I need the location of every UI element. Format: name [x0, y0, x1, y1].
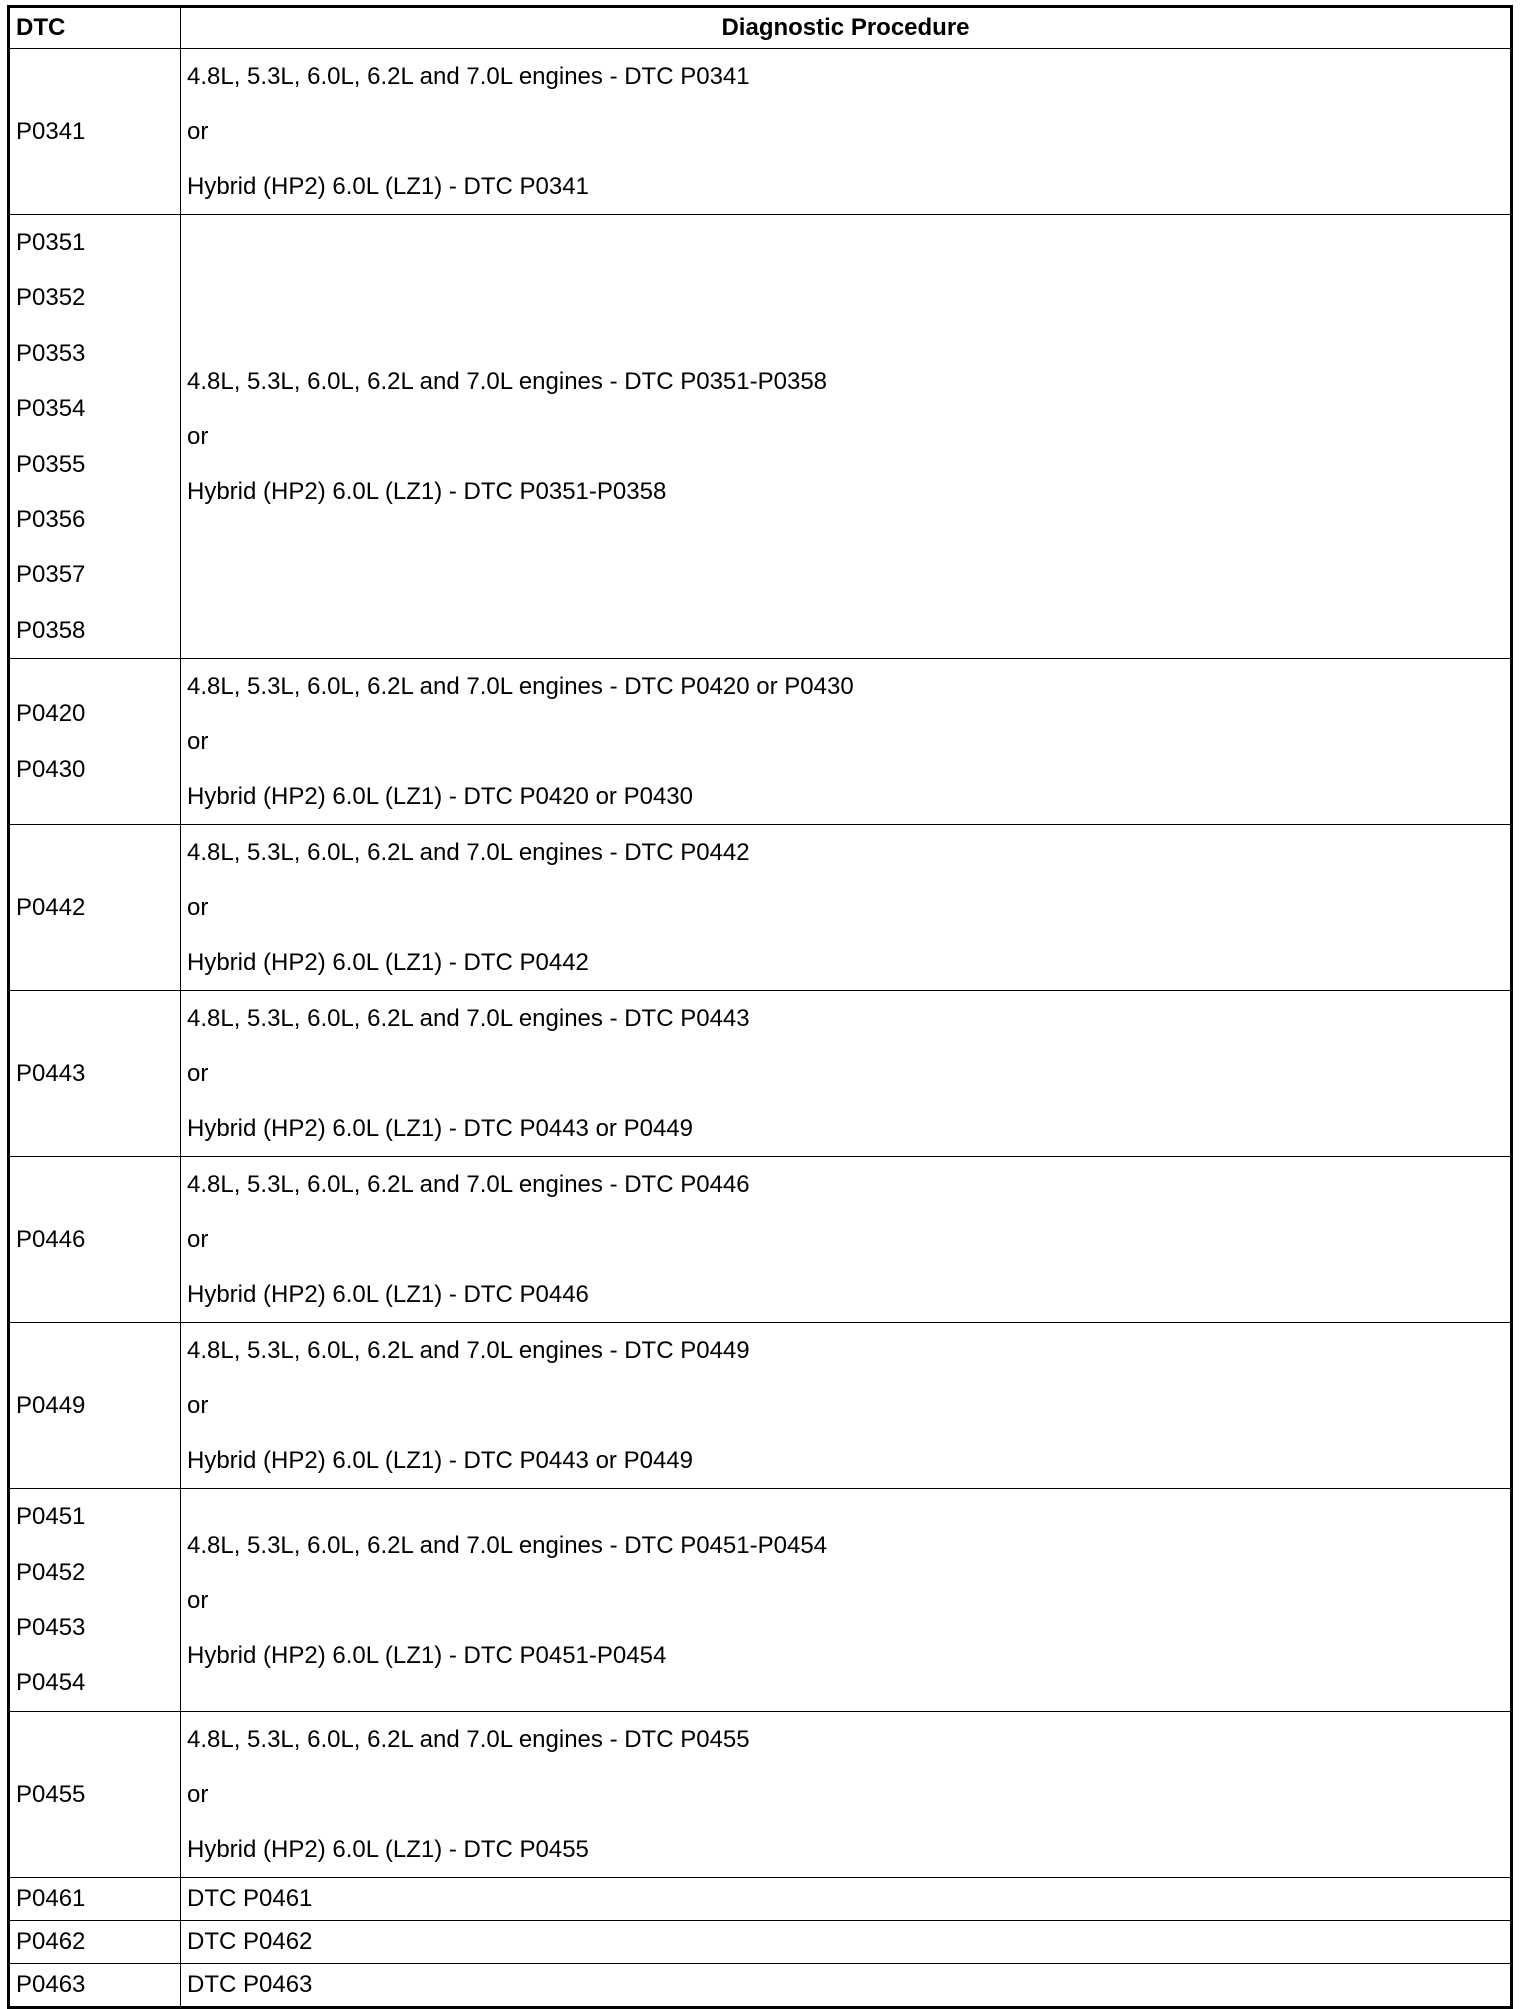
procedure-or: or — [187, 1226, 209, 1254]
table-row — [9, 991, 1512, 1157]
procedure-link[interactable]: 4.8L, 5.3L, 6.0L, 6.2L and 7.0L engines - DTC P0446 — [187, 1171, 750, 1199]
procedure-link[interactable]: 4.8L, 5.3L, 6.0L, 6.2L and 7.0L engines - DTC P0442 — [187, 839, 750, 867]
procedure-cell — [181, 991, 1512, 1157]
procedure-link[interactable]: Hybrid (HP2) 6.0L (LZ1) - DTC P0420 or P0430 — [187, 783, 693, 811]
procedure-or: or — [187, 1780, 209, 1808]
procedure-link[interactable]: 4.8L, 5.3L, 6.0L, 6.2L and 7.0L engines - DTC P0443 — [187, 1005, 750, 1033]
dtc-code: P0454 — [16, 1669, 86, 1697]
procedure-cell — [181, 825, 1512, 991]
dtc-code: P0453 — [16, 1614, 86, 1642]
procedure-link[interactable]: Hybrid (HP2) 6.0L (LZ1) - DTC P0446 — [187, 1281, 589, 1309]
procedure-cell — [181, 215, 1512, 659]
procedure-link[interactable]: DTC P0461 — [187, 1884, 313, 1912]
dtc-code: P0452 — [16, 1558, 86, 1586]
table-row — [9, 1920, 1512, 1963]
dtc-code: P0356 — [16, 506, 86, 534]
dtc-code: P0355 — [16, 450, 86, 478]
procedure-or: or — [187, 1392, 209, 1420]
dtc-code: P0455 — [16, 1780, 86, 1808]
procedure-link[interactable]: 4.8L, 5.3L, 6.0L, 6.2L and 7.0L engines - DTC P0449 — [187, 1337, 750, 1365]
procedure-cell — [181, 1323, 1512, 1489]
procedure-cell — [181, 1157, 1512, 1323]
procedure-link[interactable]: DTC P0463 — [187, 1970, 313, 1998]
procedure-link[interactable]: 4.8L, 5.3L, 6.0L, 6.2L and 7.0L engines - DTC P0451-P0454 — [187, 1531, 828, 1559]
table-row — [9, 825, 1512, 991]
header-dtc: DTC — [9, 7, 181, 49]
table-row — [9, 1323, 1512, 1489]
dtc-cell — [9, 1920, 181, 1963]
dtc-code: P0352 — [16, 284, 86, 312]
procedure-or: or — [187, 728, 209, 756]
dtc-code: P0354 — [16, 395, 86, 423]
dtc-code: P0446 — [16, 1226, 86, 1254]
dtc-cell — [9, 215, 181, 659]
table-row — [9, 1963, 1512, 2007]
procedure-cell — [181, 1489, 1512, 1712]
dtc-cell — [9, 659, 181, 825]
dtc-cell — [9, 1323, 181, 1489]
table-row — [9, 1157, 1512, 1323]
dtc-cell — [9, 1157, 181, 1323]
table-row — [9, 1489, 1512, 1712]
dtc-code: P0341 — [16, 117, 86, 145]
procedure-or: or — [187, 423, 209, 451]
dtc-cell — [9, 49, 181, 215]
procedure-link[interactable]: 4.8L, 5.3L, 6.0L, 6.2L and 7.0L engines - DTC P0341 — [187, 63, 750, 90]
procedure-or: or — [187, 118, 209, 145]
table-row — [9, 215, 1512, 659]
procedure-cell — [181, 49, 1512, 215]
dtc-cell — [9, 991, 181, 1157]
table-row — [9, 49, 1512, 215]
procedure-or: or — [187, 1586, 209, 1614]
procedure-link[interactable]: 4.8L, 5.3L, 6.0L, 6.2L and 7.0L engines - DTC P0455 — [187, 1725, 750, 1753]
procedure-link[interactable]: DTC P0462 — [187, 1927, 313, 1955]
dtc-code: P0357 — [16, 561, 86, 589]
procedure-cell — [181, 659, 1512, 825]
procedure-link[interactable]: 4.8L, 5.3L, 6.0L, 6.2L and 7.0L engines - DTC P0420 or P0430 — [187, 673, 854, 701]
procedure-link[interactable]: Hybrid (HP2) 6.0L (LZ1) - DTC P0341 — [187, 173, 589, 200]
procedure-link[interactable]: Hybrid (HP2) 6.0L (LZ1) - DTC P0443 or P0449 — [187, 1115, 693, 1143]
table-header-row — [9, 7, 1512, 49]
procedure-link[interactable]: Hybrid (HP2) 6.0L (LZ1) - DTC P0351-P0358 — [187, 478, 667, 506]
procedure-or: or — [187, 1060, 209, 1088]
table-row — [9, 659, 1512, 825]
procedure-cell — [181, 1711, 1512, 1877]
header-diagnostic-procedure: Diagnostic Procedure — [181, 7, 1512, 49]
dtc-cell — [9, 1711, 181, 1877]
dtc-code: P0351 — [16, 229, 86, 256]
procedure-link[interactable]: Hybrid (HP2) 6.0L (LZ1) - DTC P0442 — [187, 949, 589, 977]
dtc-code: P0430 — [16, 755, 86, 783]
dtc-cell — [9, 1489, 181, 1712]
dtc-code: P0449 — [16, 1392, 86, 1420]
dtc-code: P0443 — [16, 1060, 86, 1088]
dtc-code: P0463 — [16, 1970, 86, 1998]
dtc-code: P0353 — [16, 339, 86, 367]
procedure-or: or — [187, 894, 209, 922]
dtc-code: P0451 — [16, 1503, 86, 1531]
dtc-code: P0420 — [16, 700, 86, 728]
dtc-cell — [9, 825, 181, 991]
procedure-link[interactable]: 4.8L, 5.3L, 6.0L, 6.2L and 7.0L engines - DTC P0351-P0358 — [187, 368, 828, 396]
table-row — [9, 1711, 1512, 1877]
dtc-code: P0462 — [16, 1927, 86, 1955]
dtc-code: P0358 — [16, 616, 86, 644]
dtc-table — [7, 5, 1513, 2009]
procedure-link[interactable]: Hybrid (HP2) 6.0L (LZ1) - DTC P0455 — [187, 1835, 589, 1863]
dtc-code: P0442 — [16, 894, 86, 922]
dtc-code: P0461 — [16, 1884, 86, 1912]
procedure-link[interactable]: Hybrid (HP2) 6.0L (LZ1) - DTC P0451-P0454 — [187, 1641, 667, 1669]
procedure-cell — [181, 1963, 1512, 2007]
procedure-cell — [181, 1920, 1512, 1963]
procedure-link[interactable]: Hybrid (HP2) 6.0L (LZ1) - DTC P0443 or P0449 — [187, 1447, 693, 1475]
dtc-cell — [9, 1963, 181, 2007]
